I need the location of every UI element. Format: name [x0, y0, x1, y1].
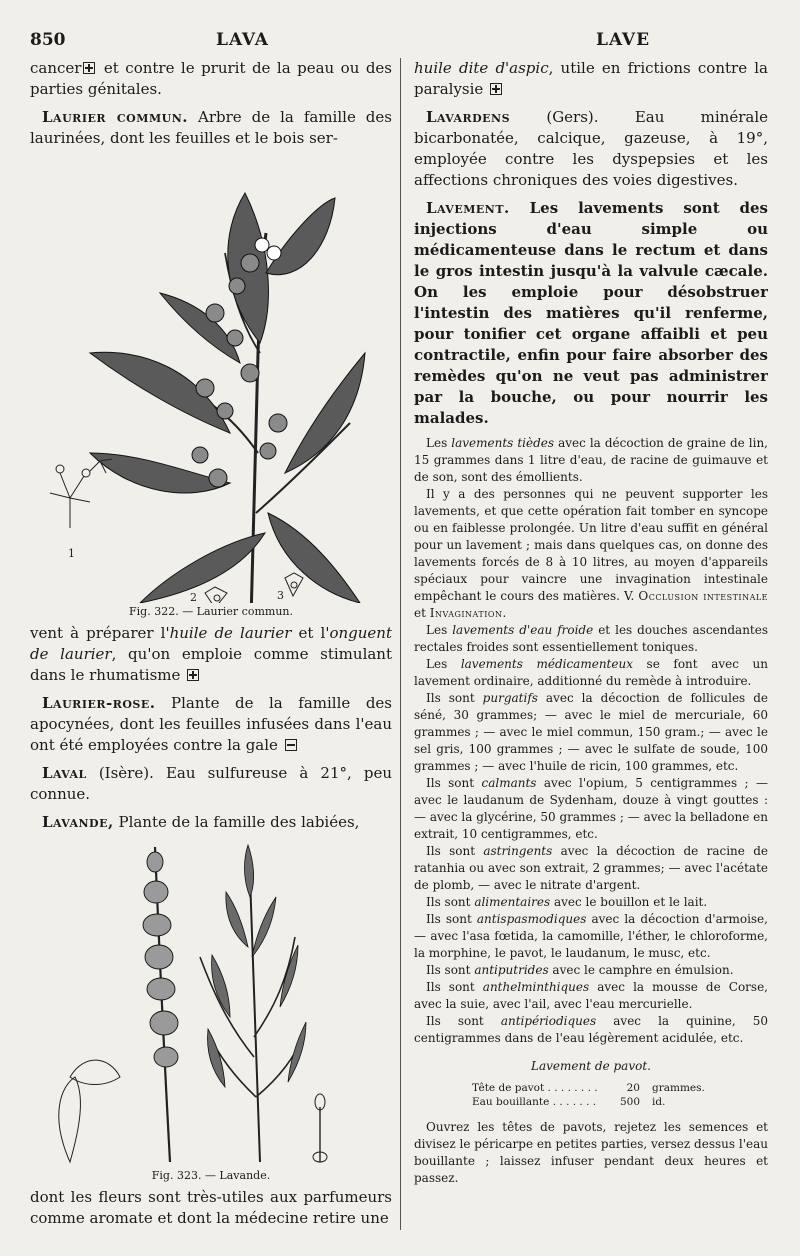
- continuation-text: et contre le prurit de la peau ou des parties génitales.: [30, 59, 392, 98]
- page-number: 850: [30, 30, 66, 50]
- entry-text: Les: [426, 657, 461, 671]
- entry-text: avec la décoction de graine de lin, 15 grammes dans 1 litre d'eau, de racine de guimauve et de son, sont des émollients.: [414, 436, 768, 484]
- entry-text: Plante de la famille des labiées,: [113, 813, 360, 831]
- entry-text: (Isère). Eau sulfureuse à 21°, peu connue.: [30, 764, 392, 803]
- figure-label: 3: [277, 589, 284, 602]
- ingredient-name: Eau bouillante . . .: [472, 1095, 600, 1109]
- entry-text: Arbre de la famille des laurinées, dont les feuilles et le bois ser-: [30, 108, 392, 147]
- entry-text: (Gers). Eau minérale bicarbonatée, calcique, gazeuse, à 19°, employée contre les dyspepsies et les affections chroniques des voies digestives.: [414, 108, 768, 189]
- recipe-table: [472, 1081, 768, 1109]
- entry-text: , utile en frictions contre la paralysie: [414, 59, 768, 98]
- entry-headword: Laurier-rose.: [42, 694, 156, 712]
- entry-text: avec le bouillon et le lait.: [550, 895, 708, 909]
- entry-headword: Lavande,: [42, 813, 114, 831]
- ingredient-unit: grammes.: [652, 1082, 705, 1094]
- entry-text: Ils sont: [426, 691, 483, 705]
- italic-term: huile de laurier: [169, 624, 292, 642]
- left-column: [30, 58, 392, 1230]
- continuation-paragraph: [30, 58, 392, 100]
- paragraph-antiperiodiques: [414, 1013, 768, 1047]
- cross-reference: Invagination: [429, 606, 503, 620]
- figure-laurier: [30, 153, 392, 619]
- paragraph-anthelminthiques: [414, 979, 768, 1013]
- entry-headword: Laurier commun.: [42, 108, 188, 126]
- paragraph-astringents: [414, 843, 768, 894]
- entry-laval: [30, 763, 392, 805]
- lavender-illustration-icon: [30, 837, 392, 1167]
- laurel-illustration-icon: [30, 153, 392, 603]
- ingredient-quantity: 500: [619, 1096, 640, 1108]
- plus-symbol-icon: [490, 83, 502, 95]
- entry-headword: Laval: [42, 764, 87, 782]
- entry-text: et l': [291, 624, 330, 642]
- italic-term: antipériodiques: [500, 1014, 597, 1028]
- figure-caption: Fig. 323. — Lavande.: [151, 1169, 271, 1182]
- entry-lavardens: [414, 107, 768, 191]
- right-column: [414, 58, 768, 1230]
- recipe-instructions: Ouvrez les têtes de pavots, rejetez les semences et divisez le péricarpe en petites parties, versez dessus l'eau bouillante ; laissez infuser pendant deux heures et passez.: [414, 1120, 768, 1185]
- paragraph-medicamenteux: [414, 656, 768, 690]
- recipe-row: [472, 1095, 768, 1109]
- figure-lavande: [30, 837, 392, 1183]
- italic-term: alimentaires: [474, 895, 551, 909]
- entry-text: et les douches ascendantes rectales froides sont essentiellement toniques.: [414, 623, 768, 654]
- continuation-paragraph: dont les fleurs sont très-utiles aux parfumeurs comme aromate et dont la médecine retire une: [30, 1188, 392, 1227]
- entry-text: Ils sont: [426, 1014, 501, 1028]
- entry-text: vent à préparer l': [30, 624, 170, 642]
- entry-text: avec la quinine, 50 centigrammes dans de l'eau légèrement acidulée, etc.: [414, 1014, 768, 1045]
- figure-caption: Fig. 322. — Laurier commun.: [129, 605, 293, 618]
- continuation-paragraph: [414, 58, 768, 100]
- entry-lavande: [30, 812, 392, 833]
- paragraph-eau-froide: [414, 622, 768, 656]
- entry-laurier-rose: [30, 693, 392, 756]
- entry-text: avec la décoction de follicules de séné, 30 grammes; — avec le miel de mercuriale, 60 grammes ; — avec le miel commun, 150 gram.; — avec le sel gris, 100 grammes ; — avec le sulfate de soude, 100 grammes ; — avec l'huile de ricin, 100 grammes, etc.: [414, 691, 768, 773]
- italic-term: anthelminthiques: [482, 980, 590, 994]
- entry-text: Il y a des personnes qui ne peuvent supporter les lavements, et que cette opération fait tomber en syncope ou en faiblesse prolongée. Un litre d'eau suffit en général pour un lavement ; mais dans quelques cas, on donne des lavements forcés de 8 à 10 litres, au moyen d'appareils spéciaux pour vaincre une invagination intestinale empêchant le cours des matières. V.: [414, 487, 768, 603]
- recipe-row: [472, 1081, 768, 1095]
- entry-text: Ils sont: [426, 844, 484, 858]
- running-head-right: LAVE: [596, 30, 651, 50]
- paragraph-purgatifs: [414, 690, 768, 775]
- italic-term: antiputrides: [474, 963, 549, 977]
- ingredient-unit: id.: [652, 1096, 666, 1108]
- entry-lavement: [414, 198, 768, 429]
- continuation-text: cancer: [30, 59, 82, 77]
- minus-symbol-icon: [285, 739, 297, 751]
- entry-text: et: [414, 606, 430, 620]
- entry-text: Les: [426, 623, 453, 637]
- paragraph-calmants: [414, 775, 768, 843]
- column-divider: [400, 58, 401, 1230]
- cross-reference: Occlusion intestinale: [638, 589, 768, 603]
- entry-text: , qu'on emploie comme stimulant dans le rhumatisme: [30, 645, 392, 684]
- entry-text: avec la décoction de racine de ratanhia ou avec son extrait, 2 grammes; — avec l'acétate de plomb, — avec le nitrate d'argent.: [414, 844, 768, 892]
- entry-text: Ils sont: [426, 980, 483, 994]
- paragraph-alimentaires: [414, 894, 768, 911]
- italic-term: calmants: [481, 776, 537, 790]
- ingredient-quantity: 20: [626, 1082, 640, 1094]
- entry-text: Les lavements sont des injections d'eau simple ou médicamenteuse dans le rectum et dans le gros intestin jusqu'à la valvule cæcale. On les emploie pour désobstruer l'intestin des matières qu'il renferme, pour tonifier cet organe affaibli et peu contractile, enfin pour faire absorber des remèdes qu'on ne veut pas administrer par la bouche, ou pour nourrir les malades.: [414, 199, 768, 427]
- paragraph-antispasmodiques: [414, 911, 768, 962]
- entry-text: Les: [426, 436, 452, 450]
- paragraph-lavements-forces: [414, 486, 768, 622]
- italic-term: lavements médicamenteux: [460, 657, 633, 671]
- entry-text: .: [502, 606, 507, 620]
- entry-laurier-commun: [30, 107, 392, 149]
- entry-text: Ils sont: [426, 895, 475, 909]
- entry-text: avec la mousse de Corse, avec la suie, avec l'ail, avec l'eau mercurielle.: [414, 980, 768, 1011]
- entry-text: avec le camphre en émulsion.: [548, 963, 734, 977]
- plus-symbol-icon: [187, 669, 199, 681]
- entry-text: avec la décoction d'armoise, — avec l'asa fœtida, la camomille, l'éther, le chloroforme, la morphine, le pavot, le laudanum, le musc, etc.: [414, 912, 768, 960]
- italic-term: lavements d'eau froide: [452, 623, 594, 637]
- running-head-left: LAVA: [216, 30, 269, 50]
- continuation-paragraph: [30, 623, 392, 686]
- recipe-title: Lavement de pavot.: [531, 1059, 651, 1073]
- paragraph-lavements-tiedes: [414, 435, 768, 486]
- italic-term: astringents: [483, 844, 553, 858]
- page-header: [30, 30, 770, 54]
- entry-headword: Lavement.: [426, 199, 510, 217]
- figure-label: 2: [190, 591, 197, 603]
- paragraph-antiputrides: [414, 962, 768, 979]
- italic-term: purgatifs: [482, 691, 538, 705]
- entry-text: Ils sont: [426, 912, 477, 926]
- entry-text: Ils sont: [426, 776, 482, 790]
- figure-label: 1: [68, 547, 75, 560]
- entry-headword: Lavardens: [426, 108, 511, 126]
- entry-text: Ils sont: [426, 963, 475, 977]
- entry-text: Plante de la famille des apocynées, dont les feuilles infusées dans l'eau ont été employées contre la gale: [30, 694, 392, 754]
- italic-term: antispasmodiques: [476, 912, 587, 926]
- plus-symbol-icon: [83, 62, 95, 74]
- italic-term: lavements tièdes: [451, 436, 555, 450]
- entry-text: avec l'opium, 5 centigrammes ; — avec le laudanum de Sydenham, douze à vingt gouttes : — avec la glycérine, 50 grammes ; — avec la belladone en extrait, 10 centigrammes, etc.: [414, 776, 768, 841]
- ingredient-name: Tête de pavot . . .: [472, 1081, 600, 1095]
- italic-term: huile dite d'aspic: [414, 59, 549, 77]
- italic-term: onguent de laurier: [30, 624, 392, 663]
- entry-text: se font avec un lavement ordinaire, additionné du remède à introduire.: [414, 657, 768, 688]
